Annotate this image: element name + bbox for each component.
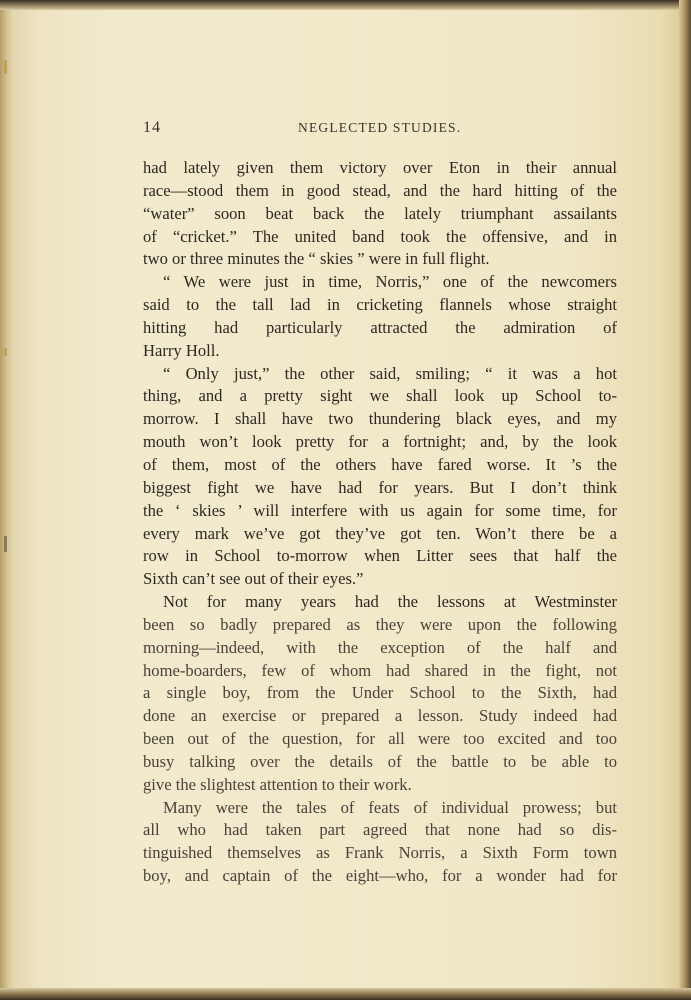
text-line: “ Only just,” the other said, smiling; “ it was a hot [163,363,617,383]
text-line: Not for many years had the lessons at Westminster [163,592,617,612]
text-line: done an exercise or prepared a lesson. Study indeed had [143,706,617,726]
page-number: 14 [143,119,161,136]
page-right-edge [679,0,691,1000]
body-text [143,157,617,888]
text-line: of “cricket.” The united band took the offensive, and in [143,226,617,246]
edge-stain [4,348,7,356]
text-line: busy talking over the details of the battle to be able to [143,751,617,771]
edge-stain [4,60,7,74]
text-line: all who had taken part agreed that none had so dis- [143,820,617,840]
text-line: said to the tall lad in cricketing flannels whose straight [143,295,617,315]
text-line: morning—indeed, with the exception of the half and [143,637,617,657]
text-line: every mark we’ve got they’ve got ten. Won’t there be a [143,523,617,543]
text-line: row in School to-morrow when Litter sees that half the [143,546,617,566]
text-line: tinguished themselves as Frank Norris, a Sixth Form town [143,843,617,863]
text-line: hitting had particularly attracted the admiration of [143,317,617,337]
text-line: mouth won’t look pretty for a fortnight; and, by the look [143,432,617,452]
text-line: boy, and captain of the eight—who, for a wonder had for [143,866,617,886]
text-line: the ‘ skies ’ will interfere with us again for some time, for [143,500,617,520]
page-left-edge [0,0,14,1000]
text-line: “ We were just in time, Norris,” one of the newcomers [163,272,617,292]
text-line: had lately given them victory over Eton in their annual [143,158,617,177]
text-line: give the slightest attention to their work. [143,774,412,794]
text-line: biggest fight we have had for years. But I don’t think [143,477,617,497]
text-line: of them, most of the others have fared worse. It ’s the [143,454,617,474]
text-line: home-boarders, few of whom had shared in the fight, not [143,660,617,680]
page-top-edge [0,0,691,10]
text-line: Harry Holl. [143,340,220,360]
text-line: been so badly prepared as they were upon the following [143,614,617,634]
edge-stain [4,536,7,552]
text-line: been out of the question, for all were too excited and too [143,729,617,749]
page-header [143,119,619,141]
running-head: NEGLECTED STUDIES. [298,120,462,135]
text-line: morrow. I shall have two thundering black eyes, and my [143,409,617,429]
text-line: Many were the tales of feats of individual prowess; but [163,797,617,817]
text-line: Sixth can’t see out of their eyes.” [143,569,364,589]
text-line: race—stood them in good stead, and the hard hitting of the [143,180,617,200]
text-line: two or three minutes the “ skies ” were in full flight. [143,249,490,269]
text-line: thing, and a pretty sight we shall look up School to- [143,386,617,406]
text-line: “water” soon beat back the lately triumphant assailants [143,203,617,223]
page-bottom-edge [0,988,691,1000]
text-line: a single boy, from the Under School to the Sixth, had [143,683,617,703]
